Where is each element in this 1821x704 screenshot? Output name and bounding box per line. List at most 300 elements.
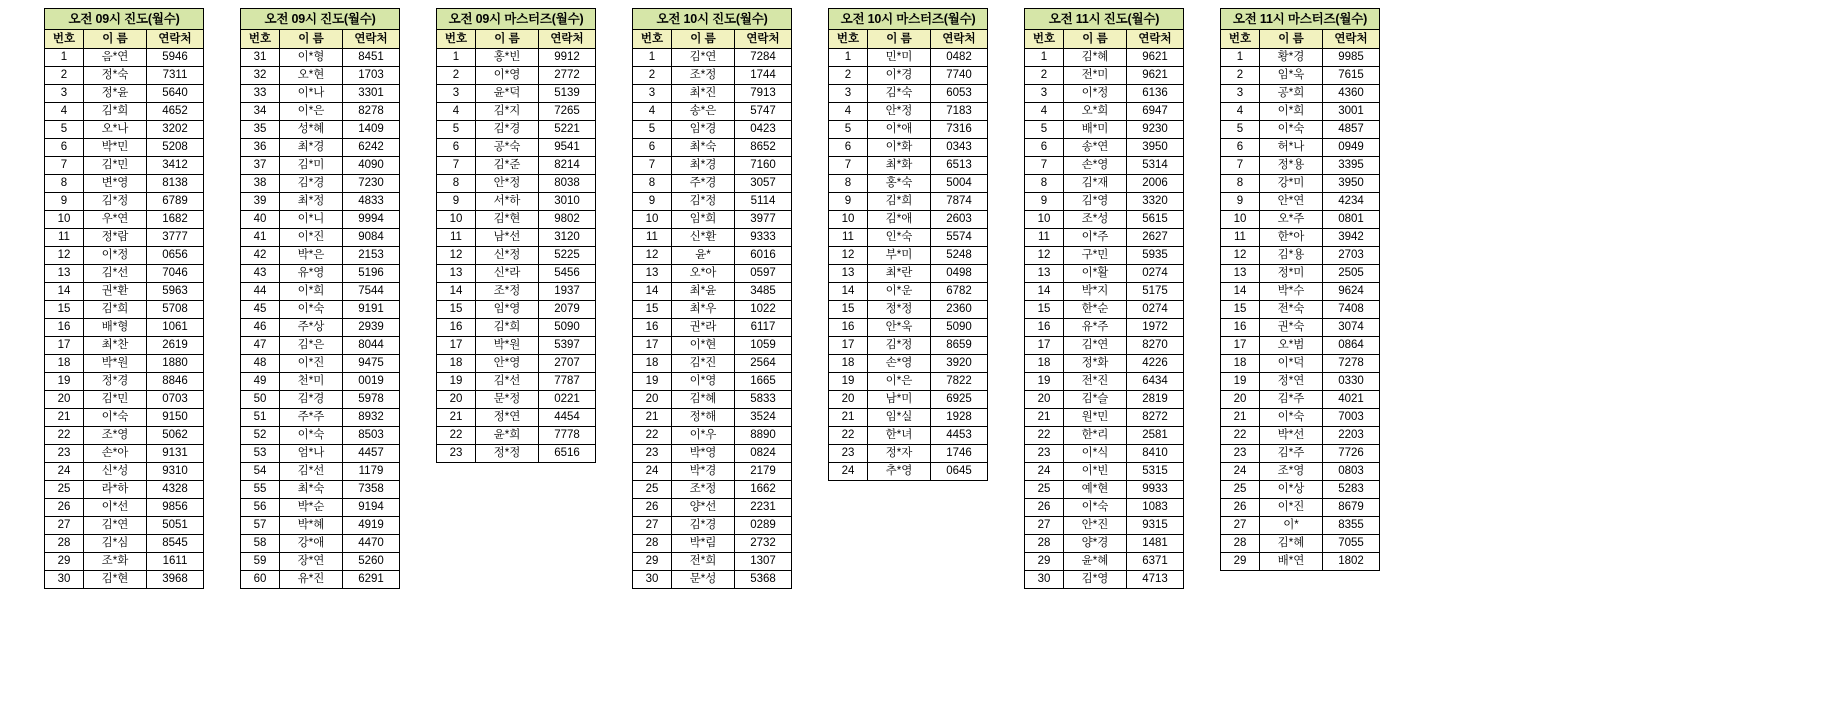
cell-contact: 5747 (735, 103, 792, 121)
table-row (1221, 211, 1380, 229)
cell-contact: 7265 (539, 103, 596, 121)
cell-number: 16 (829, 319, 868, 337)
cell-number: 18 (633, 355, 672, 373)
cell-number: 6 (45, 139, 84, 157)
cell-contact: 5935 (1127, 247, 1184, 265)
cell-name: 김*재 (1064, 175, 1127, 193)
table-row (1221, 391, 1380, 409)
table-row (437, 121, 596, 139)
table-row (1025, 517, 1184, 535)
cell-contact: 1307 (735, 553, 792, 571)
cell-name: 구*민 (1064, 247, 1127, 265)
cell-number: 3 (1221, 85, 1260, 103)
cell-contact: 1083 (1127, 499, 1184, 517)
cell-number: 8 (633, 175, 672, 193)
cell-number: 9 (45, 193, 84, 211)
cell-name: 정*경 (84, 373, 147, 391)
table-row (633, 283, 792, 301)
cell-contact: 0482 (931, 49, 988, 67)
cell-name: 이*숙 (1260, 409, 1323, 427)
cell-number: 29 (45, 553, 84, 571)
table-row (1221, 229, 1380, 247)
table-title: 오전 09시 마스터즈(월수) (437, 9, 596, 30)
cell-contact: 2179 (735, 463, 792, 481)
cell-name: 최*경 (280, 139, 343, 157)
cell-name: 강*미 (1260, 175, 1323, 193)
cell-contact: 5139 (539, 85, 596, 103)
cell-number: 8 (437, 175, 476, 193)
cell-name: 윤* (672, 247, 735, 265)
table-row (437, 85, 596, 103)
table-row (829, 85, 988, 103)
cell-name: 허*나 (1260, 139, 1323, 157)
cell-contact: 9621 (1127, 67, 1184, 85)
roster-table-block (632, 8, 792, 589)
cell-name: 최*정 (280, 193, 343, 211)
cell-contact: 6053 (931, 85, 988, 103)
cell-number: 18 (1221, 355, 1260, 373)
cell-number: 5 (45, 121, 84, 139)
cell-number: 27 (45, 517, 84, 535)
cell-number: 32 (241, 67, 280, 85)
cell-contact: 3777 (147, 229, 204, 247)
table-row (1221, 103, 1380, 121)
cell-contact: 1662 (735, 481, 792, 499)
cell-name: 이*현 (672, 337, 735, 355)
cell-name: 정*자 (868, 445, 931, 463)
cell-name: 임*경 (672, 121, 735, 139)
table-row (45, 481, 204, 499)
table-row (633, 355, 792, 373)
cell-name: 이*영 (476, 67, 539, 85)
cell-contact: 3950 (1323, 175, 1380, 193)
table-row (437, 211, 596, 229)
table-row (45, 67, 204, 85)
cell-name: 오*범 (1260, 337, 1323, 355)
cell-contact: 2231 (735, 499, 792, 517)
table-row (45, 265, 204, 283)
cell-name: 조*영 (84, 427, 147, 445)
cell-contact: 1746 (931, 445, 988, 463)
cell-contact: 6782 (931, 283, 988, 301)
cell-name: 김*선 (84, 265, 147, 283)
table-row (437, 157, 596, 175)
cell-name: 정*윤 (84, 85, 147, 103)
cell-name: 김*은 (280, 337, 343, 355)
table-row (829, 391, 988, 409)
cell-contact: 4713 (1127, 571, 1184, 589)
cell-contact: 9802 (539, 211, 596, 229)
table-row (1025, 175, 1184, 193)
table-row (829, 355, 988, 373)
table-row (437, 373, 596, 391)
cell-name: 최*우 (672, 301, 735, 319)
cell-number: 23 (1025, 445, 1064, 463)
table-row (437, 193, 596, 211)
cell-name: 최*숙 (672, 139, 735, 157)
cell-name: 홍*빈 (476, 49, 539, 67)
cell-name: 공*희 (1260, 85, 1323, 103)
cell-contact: 0864 (1323, 337, 1380, 355)
cell-name: 김*혜 (1260, 535, 1323, 553)
table-row (241, 409, 400, 427)
roster-table (240, 8, 400, 589)
table-row (45, 553, 204, 571)
cell-name: 정*미 (1260, 265, 1323, 283)
cell-number: 21 (1025, 409, 1064, 427)
cell-number: 29 (633, 553, 672, 571)
cell-contact: 9621 (1127, 49, 1184, 67)
table-row (241, 283, 400, 301)
table-row (1221, 373, 1380, 391)
table-row (829, 49, 988, 67)
cell-number: 17 (829, 337, 868, 355)
cell-number: 16 (437, 319, 476, 337)
cell-name: 김*혜 (672, 391, 735, 409)
column-header-contact: 연락처 (147, 30, 204, 49)
cell-contact: 7284 (735, 49, 792, 67)
cell-number: 19 (437, 373, 476, 391)
cell-number: 26 (633, 499, 672, 517)
table-row (633, 373, 792, 391)
table-row (45, 157, 204, 175)
cell-name: 엄*나 (280, 445, 343, 463)
cell-contact: 9310 (147, 463, 204, 481)
cell-name: 배*형 (84, 319, 147, 337)
cell-number: 8 (45, 175, 84, 193)
table-row (45, 247, 204, 265)
table-row (1221, 481, 1380, 499)
table-row (437, 337, 596, 355)
table-row (45, 85, 204, 103)
table-row (1025, 121, 1184, 139)
table-row (437, 319, 596, 337)
cell-number: 46 (241, 319, 280, 337)
cell-name: 이*경 (868, 67, 931, 85)
cell-name: 김*희 (84, 103, 147, 121)
cell-contact: 5090 (539, 319, 596, 337)
table-row (437, 409, 596, 427)
cell-name: 안*정 (476, 175, 539, 193)
cell-name: 김*현 (476, 211, 539, 229)
table-row (241, 175, 400, 193)
column-header-name: 이 름 (476, 30, 539, 49)
cell-name: 박*민 (84, 139, 147, 157)
table-row (1221, 283, 1380, 301)
table-row (241, 535, 400, 553)
cell-number: 1 (1221, 49, 1260, 67)
cell-contact: 1481 (1127, 535, 1184, 553)
cell-number: 14 (1025, 283, 1064, 301)
table-row (829, 139, 988, 157)
table-title-row (1025, 9, 1184, 30)
cell-contact: 5225 (539, 247, 596, 265)
table-row (45, 535, 204, 553)
table-row (241, 301, 400, 319)
cell-name: 전*희 (672, 553, 735, 571)
cell-number: 10 (1221, 211, 1260, 229)
table-row (1025, 391, 1184, 409)
cell-number: 29 (1025, 553, 1064, 571)
cell-contact: 1682 (147, 211, 204, 229)
cell-contact: 5004 (931, 175, 988, 193)
cell-number: 40 (241, 211, 280, 229)
cell-contact: 3301 (343, 85, 400, 103)
cell-contact: 7003 (1323, 409, 1380, 427)
cell-contact: 3057 (735, 175, 792, 193)
cell-number: 23 (1221, 445, 1260, 463)
cell-number: 8 (1221, 175, 1260, 193)
table-row (633, 337, 792, 355)
cell-name: 최*윤 (672, 283, 735, 301)
cell-number: 27 (633, 517, 672, 535)
table-row (437, 391, 596, 409)
cell-number: 11 (1221, 229, 1260, 247)
cell-name: 박*선 (1260, 427, 1323, 445)
table-row (1025, 247, 1184, 265)
cell-name: 김*주 (1260, 445, 1323, 463)
cell-number: 58 (241, 535, 280, 553)
table-row (1025, 265, 1184, 283)
cell-name: 안*정 (868, 103, 931, 121)
cell-contact: 3524 (735, 409, 792, 427)
cell-name: 이*진 (1260, 499, 1323, 517)
table-title: 오전 10시 진도(월수) (633, 9, 792, 30)
cell-contact: 6242 (343, 139, 400, 157)
cell-number: 9 (1221, 193, 1260, 211)
cell-number: 16 (1025, 319, 1064, 337)
cell-contact: 2581 (1127, 427, 1184, 445)
table-header-row (1221, 30, 1380, 49)
table-row (1025, 49, 1184, 67)
roster-table-block (436, 8, 596, 463)
cell-contact: 8044 (343, 337, 400, 355)
cell-contact: 0274 (1127, 301, 1184, 319)
table-row (241, 139, 400, 157)
cell-number: 19 (1025, 373, 1064, 391)
cell-number: 6 (829, 139, 868, 157)
cell-name: 김*희 (84, 301, 147, 319)
cell-contact: 7055 (1323, 535, 1380, 553)
table-title: 오전 11시 마스터즈(월수) (1221, 9, 1380, 30)
cell-number: 13 (1025, 265, 1064, 283)
cell-number: 19 (829, 373, 868, 391)
cell-number: 14 (1221, 283, 1260, 301)
cell-number: 2 (45, 67, 84, 85)
cell-name: 송*연 (1064, 139, 1127, 157)
table-row (437, 247, 596, 265)
table-row (1025, 319, 1184, 337)
cell-name: 공*숙 (476, 139, 539, 157)
cell-number: 34 (241, 103, 280, 121)
cell-number: 7 (1221, 157, 1260, 175)
cell-name: 서*하 (476, 193, 539, 211)
cell-number: 16 (1221, 319, 1260, 337)
cell-contact: 8652 (735, 139, 792, 157)
cell-name: 이*정 (84, 247, 147, 265)
table-row (241, 247, 400, 265)
cell-number: 22 (1025, 427, 1064, 445)
cell-name: 정*정 (868, 301, 931, 319)
cell-contact: 9994 (343, 211, 400, 229)
cell-number: 11 (829, 229, 868, 247)
cell-name: 유*영 (280, 265, 343, 283)
table-row (829, 373, 988, 391)
cell-name: 박*순 (280, 499, 343, 517)
cell-name: 이*우 (672, 427, 735, 445)
cell-number: 20 (633, 391, 672, 409)
cell-name: 송*은 (672, 103, 735, 121)
table-row (45, 319, 204, 337)
table-row (633, 571, 792, 589)
table-row (1221, 121, 1380, 139)
cell-number: 17 (1221, 337, 1260, 355)
cell-contact: 5314 (1127, 157, 1184, 175)
cell-contact: 3074 (1323, 319, 1380, 337)
cell-number: 4 (45, 103, 84, 121)
table-header-row (45, 30, 204, 49)
cell-name: 한*순 (1064, 301, 1127, 319)
cell-number: 35 (241, 121, 280, 139)
cell-number: 23 (829, 445, 868, 463)
cell-number: 28 (633, 535, 672, 553)
table-title: 오전 11시 진도(월수) (1025, 9, 1184, 30)
cell-number: 13 (45, 265, 84, 283)
table-row (633, 103, 792, 121)
cell-number: 23 (633, 445, 672, 463)
cell-contact: 1059 (735, 337, 792, 355)
cell-contact: 2079 (539, 301, 596, 319)
table-row (1221, 499, 1380, 517)
cell-contact: 2939 (343, 319, 400, 337)
cell-contact: 4833 (343, 193, 400, 211)
cell-contact: 9333 (735, 229, 792, 247)
cell-contact: 4328 (147, 481, 204, 499)
table-row (45, 337, 204, 355)
table-row (45, 373, 204, 391)
column-header-contact: 연락처 (931, 30, 988, 49)
cell-name: 주*주 (280, 409, 343, 427)
cell-contact: 5248 (931, 247, 988, 265)
cell-number: 2 (437, 67, 476, 85)
cell-number: 11 (1025, 229, 1064, 247)
cell-contact: 1611 (147, 553, 204, 571)
cell-name: 김*애 (868, 211, 931, 229)
cell-name: 신*환 (672, 229, 735, 247)
cell-contact: 0330 (1323, 373, 1380, 391)
cell-contact: 3950 (1127, 139, 1184, 157)
cell-name: 임*영 (476, 301, 539, 319)
table-row (1221, 85, 1380, 103)
cell-name: 조*정 (672, 67, 735, 85)
roster-table (828, 8, 988, 481)
table-row (45, 463, 204, 481)
table-row (633, 139, 792, 157)
cell-name: 조*정 (672, 481, 735, 499)
cell-contact: 2360 (931, 301, 988, 319)
table-row (241, 427, 400, 445)
cell-number: 12 (829, 247, 868, 265)
cell-number: 48 (241, 355, 280, 373)
cell-contact: 2619 (147, 337, 204, 355)
cell-contact: 7160 (735, 157, 792, 175)
cell-name: 오*희 (1064, 103, 1127, 121)
table-row (45, 355, 204, 373)
cell-number: 15 (45, 301, 84, 319)
cell-name: 인*숙 (868, 229, 931, 247)
cell-number: 4 (829, 103, 868, 121)
cell-contact: 5260 (343, 553, 400, 571)
cell-name: 부*미 (868, 247, 931, 265)
cell-contact: 7311 (147, 67, 204, 85)
cell-name: 박*영 (672, 445, 735, 463)
cell-contact: 3942 (1323, 229, 1380, 247)
cell-contact: 8355 (1323, 517, 1380, 535)
column-header-number: 번호 (829, 30, 868, 49)
cell-number: 16 (633, 319, 672, 337)
cell-contact: 5640 (147, 85, 204, 103)
cell-number: 10 (1025, 211, 1064, 229)
table-row (241, 373, 400, 391)
cell-name: 이*정 (1064, 85, 1127, 103)
cell-contact: 0289 (735, 517, 792, 535)
table-row (45, 121, 204, 139)
cell-number: 19 (1221, 373, 1260, 391)
cell-name: 정*람 (84, 229, 147, 247)
roster-table (436, 8, 596, 463)
column-header-contact: 연락처 (1127, 30, 1184, 49)
cell-number: 4 (1221, 103, 1260, 121)
cell-name: 김*슬 (1064, 391, 1127, 409)
cell-name: 이*숙 (1260, 121, 1323, 139)
table-row (437, 229, 596, 247)
cell-number: 27 (1025, 517, 1064, 535)
cell-contact: 1665 (735, 373, 792, 391)
cell-contact: 4454 (539, 409, 596, 427)
cell-contact: 8679 (1323, 499, 1380, 517)
cell-number: 18 (45, 355, 84, 373)
table-row (829, 427, 988, 445)
table-row (437, 355, 596, 373)
cell-number: 20 (437, 391, 476, 409)
cell-number: 12 (1221, 247, 1260, 265)
cell-name: 음*연 (84, 49, 147, 67)
table-row (633, 49, 792, 67)
cell-name: 김*영 (1064, 193, 1127, 211)
cell-contact: 5456 (539, 265, 596, 283)
cell-number: 4 (1025, 103, 1064, 121)
cell-contact: 3395 (1323, 157, 1380, 175)
cell-contact: 0801 (1323, 211, 1380, 229)
cell-number: 30 (45, 571, 84, 589)
cell-contact: 4457 (343, 445, 400, 463)
table-row (1025, 571, 1184, 589)
cell-contact: 1937 (539, 283, 596, 301)
table-row (1221, 427, 1380, 445)
cell-name: 이*은 (868, 373, 931, 391)
cell-name: 추*영 (868, 463, 931, 481)
cell-number: 20 (1025, 391, 1064, 409)
cell-name: 정*용 (1260, 157, 1323, 175)
cell-contact: 7316 (931, 121, 988, 139)
table-row (829, 211, 988, 229)
column-header-name: 이 름 (84, 30, 147, 49)
table-title-row (633, 9, 792, 30)
cell-name: 이*니 (280, 211, 343, 229)
cell-name: 양*경 (1064, 535, 1127, 553)
table-row (241, 319, 400, 337)
cell-contact: 5051 (147, 517, 204, 535)
